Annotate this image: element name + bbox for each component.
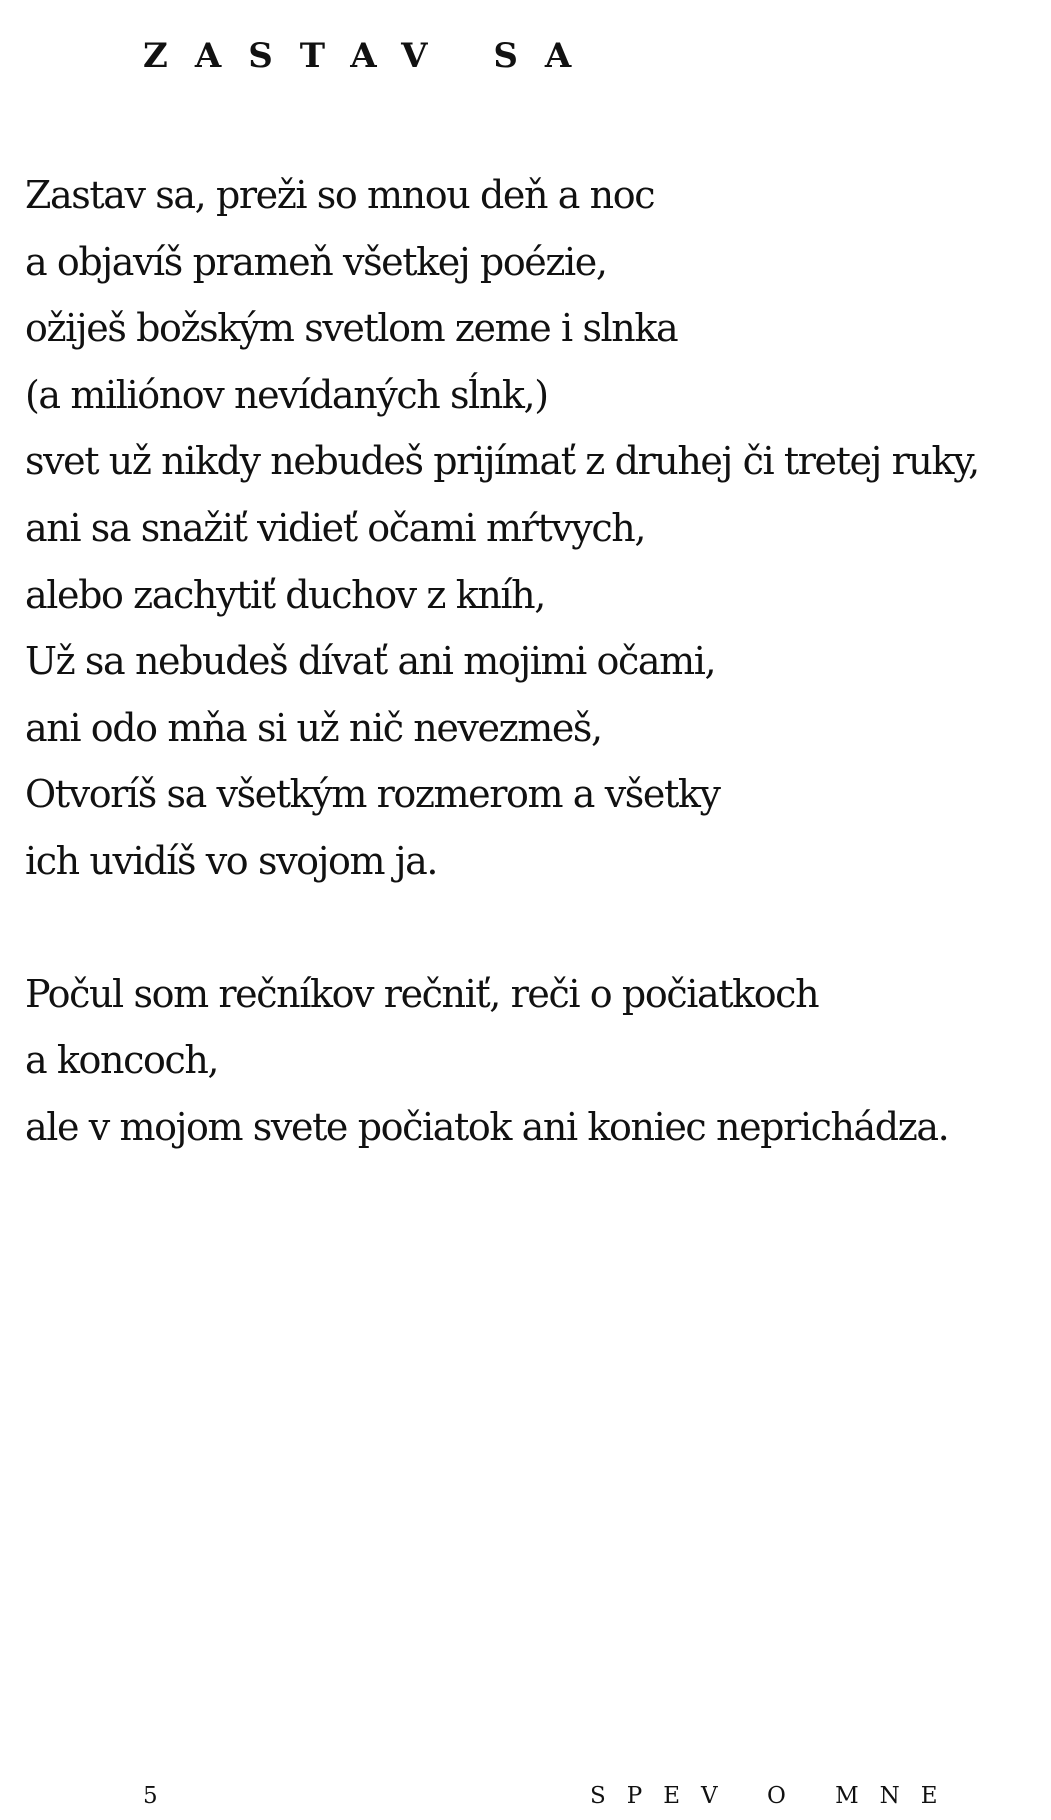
page-number: 5 <box>143 1783 158 1809</box>
stanza-1 <box>25 162 1035 895</box>
stanza-2 <box>25 961 1035 1161</box>
poem-body <box>25 162 1035 1226</box>
poem-line: ich uvidíš vo svojom ja. <box>25 838 438 883</box>
poem-line: a koncoch, <box>25 1038 219 1083</box>
poem-line: ani sa snažiť vidieť očami mŕtvych, <box>25 505 646 550</box>
poem-line: (a miliónov nevídaných sĺnk,) <box>25 372 548 417</box>
poem-line: Počul som rečníkov rečniť, reči o počiatkoch <box>25 971 819 1016</box>
poem-line: Otvoríš sa všetkým rozmerom a všetky <box>25 772 720 817</box>
poem-line: Už sa nebudeš dívať ani mojimi očami, <box>25 639 716 684</box>
poem-line: Zastav sa, preži so mnou deň a noc <box>25 173 655 217</box>
poem-line: ožiješ božským svetlom zeme i slnka <box>25 306 678 351</box>
poem-line: a objavíš prameň všetkej poézie, <box>25 239 607 284</box>
poem-line: ale v mojom svete počiatok ani koniec neprichádza. <box>25 1104 949 1149</box>
poem-line: svet už nikdy nebudeš prijímať z druhej či tretej ruky, <box>25 439 979 484</box>
running-title: SPEV O MNE <box>590 1783 959 1809</box>
poem-line: ani odo mňa si už nič nevezmeš, <box>25 705 602 750</box>
poem-line: alebo zachytiť duchov z kníh, <box>25 572 545 617</box>
poem-title: ZASTAV SA <box>143 36 599 76</box>
